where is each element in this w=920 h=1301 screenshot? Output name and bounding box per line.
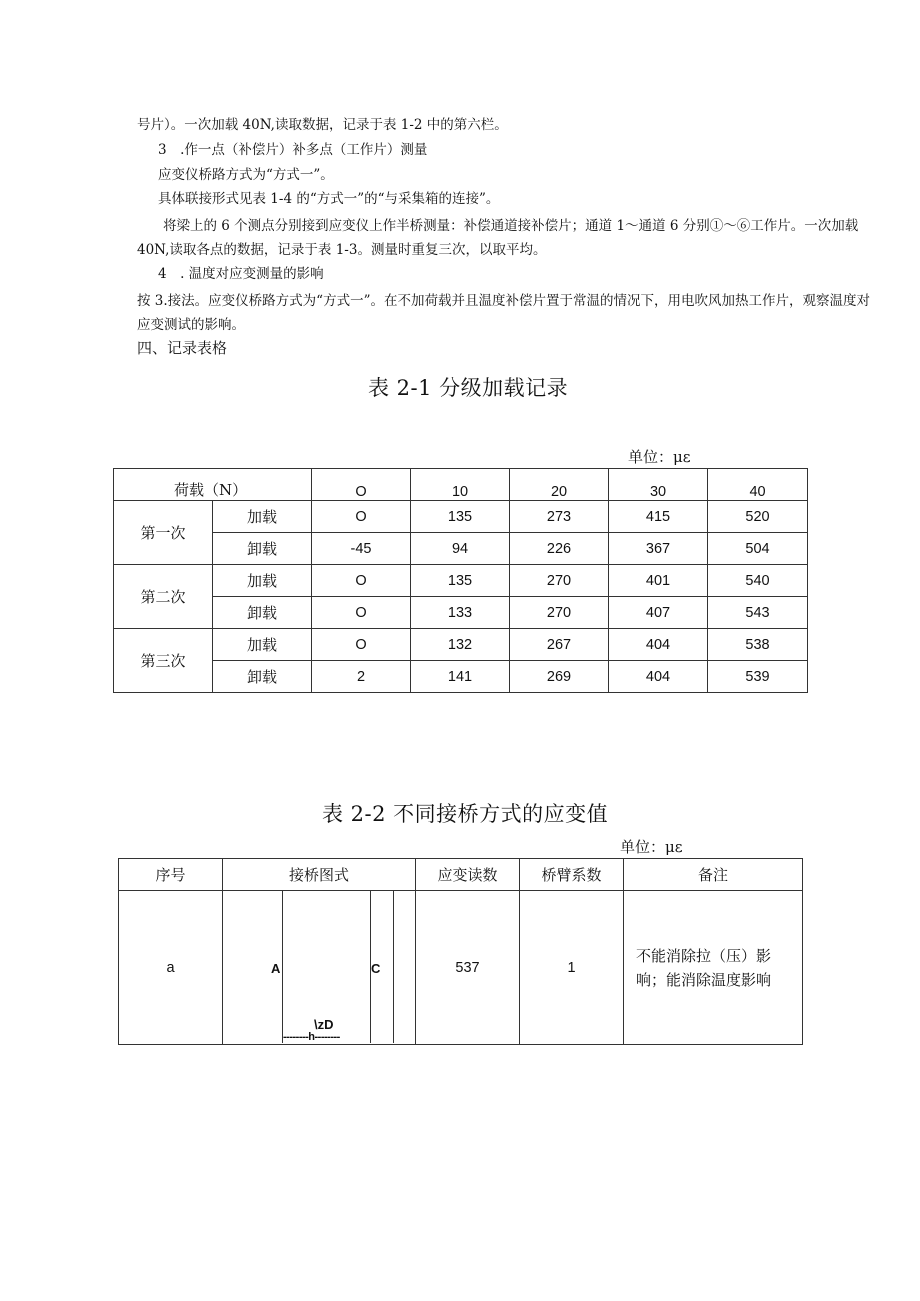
- table-cell: 401: [609, 565, 708, 597]
- table-1-unit: 单位：με: [628, 448, 691, 466]
- load-value-header: O: [312, 469, 411, 501]
- row-label: 加载: [213, 501, 312, 533]
- group-label: 第一次: [114, 501, 213, 565]
- item-4-heading: 4 . 温度对应变测量的影响: [158, 266, 324, 282]
- table-cell: 543: [708, 597, 808, 629]
- table-header-row: [114, 469, 808, 501]
- table-row: [114, 501, 808, 533]
- table-cell: 226: [510, 533, 609, 565]
- table-cell: 135: [411, 565, 510, 597]
- row-label: 卸载: [213, 661, 312, 693]
- table-cell: 267: [510, 629, 609, 661]
- table-row: [119, 891, 803, 1045]
- table-cell: 520: [708, 501, 808, 533]
- table-cell: 407: [609, 597, 708, 629]
- item-3-heading: 3 .作一点（补偿片）补多点（工作片）测量: [158, 142, 428, 158]
- item-4-procedure: 按 3.接法。应变仪桥路方式为“方式一”。在不加荷载并且温度补偿片置于常温的情况下，用电吹风加热工作片，观察温度对应变测试的影响。: [137, 293, 870, 333]
- node-a-label: A: [271, 961, 281, 976]
- header-diagram: 接桥图式: [223, 859, 416, 891]
- table-cell: 540: [708, 565, 808, 597]
- table-cell: 538: [708, 629, 808, 661]
- row-coefficient: 1: [520, 891, 624, 1045]
- bridge-diagram: [223, 891, 415, 1043]
- table-cell: 404: [609, 629, 708, 661]
- row-label: 卸载: [213, 597, 312, 629]
- row-label: 加载: [213, 629, 312, 661]
- node-c-label: C: [371, 961, 381, 976]
- bridge-dash-line: --------h--------: [283, 1031, 340, 1043]
- load-value-header: 10: [411, 469, 510, 501]
- bridge-line-left: [282, 891, 283, 1043]
- table-cell: 141: [411, 661, 510, 693]
- table-cell: 135: [411, 501, 510, 533]
- bridge-diagram-cell: [223, 891, 416, 1045]
- table-2-unit: 单位：με: [620, 838, 683, 856]
- item-3-bridge-mode: 应变仪桥路方式为“方式一”。: [158, 167, 334, 183]
- load-value-header: 30: [609, 469, 708, 501]
- load-value-header: 20: [510, 469, 609, 501]
- table-cell: 269: [510, 661, 609, 693]
- bridge-line-outer: [393, 891, 394, 1043]
- table-cell: O: [312, 629, 411, 661]
- table-row: [114, 565, 808, 597]
- group-label: 第三次: [114, 629, 213, 693]
- header-reading: 应变读数: [416, 859, 520, 891]
- table-1-title: 表 2-1 分级加载记录: [368, 376, 569, 400]
- table-cell: O: [312, 565, 411, 597]
- table-cell: -45: [312, 533, 411, 565]
- header-note: 备注: [624, 859, 803, 891]
- header-coefficient: 桥臂系数: [520, 859, 624, 891]
- table-row: [114, 629, 808, 661]
- table-cell: 504: [708, 533, 808, 565]
- row-note: 不能消除拉（压）影响；能消除温度影响: [624, 891, 803, 1045]
- table-row: [114, 661, 808, 693]
- node-d-label: \zD: [314, 1017, 334, 1032]
- table-row: [114, 533, 808, 565]
- load-value-header: 40: [708, 469, 808, 501]
- table-cell: 133: [411, 597, 510, 629]
- loading-record-table: [113, 468, 808, 693]
- row-label: 加载: [213, 565, 312, 597]
- section-4-heading: 四、记录表格: [137, 339, 228, 357]
- table-cell: 2: [312, 661, 411, 693]
- table-row: [114, 597, 808, 629]
- text-line-1: 号片）。一次加载 40N,读取数据，记录于表 1-2 中的第六栏。: [137, 117, 508, 133]
- table-2-title: 表 2-2 不同接桥方式的应变值: [322, 802, 609, 826]
- row-reading: 537: [416, 891, 520, 1045]
- item-3-connection: 具体联接形式见表 1-4 的“方式一”的“与采集箱的连接”。: [158, 191, 500, 207]
- table-header-row: [119, 859, 803, 891]
- table-cell: 415: [609, 501, 708, 533]
- table-cell: 539: [708, 661, 808, 693]
- header-index: 序号: [119, 859, 223, 891]
- table-cell: 270: [510, 565, 609, 597]
- table-cell: 132: [411, 629, 510, 661]
- item-3-procedure: 将梁上的 6 个测点分别接到应变仪上作半桥测量：补偿通道接补偿片；通道 1～通道 6 分别①～⑥工作片。一次加载 40N,读取各点的数据，记录于表 1-3。测量时重复三次，以取平均。: [137, 218, 859, 258]
- bridge-strain-table: [118, 858, 803, 1045]
- table-cell: 270: [510, 597, 609, 629]
- table-cell: O: [312, 501, 411, 533]
- row-label: 卸载: [213, 533, 312, 565]
- load-header-cell: 荷载（N）: [114, 469, 312, 501]
- table-cell: 273: [510, 501, 609, 533]
- group-label: 第二次: [114, 565, 213, 629]
- table-cell: 404: [609, 661, 708, 693]
- table-cell: 94: [411, 533, 510, 565]
- table-cell: 367: [609, 533, 708, 565]
- row-index: a: [119, 891, 223, 1045]
- table-cell: O: [312, 597, 411, 629]
